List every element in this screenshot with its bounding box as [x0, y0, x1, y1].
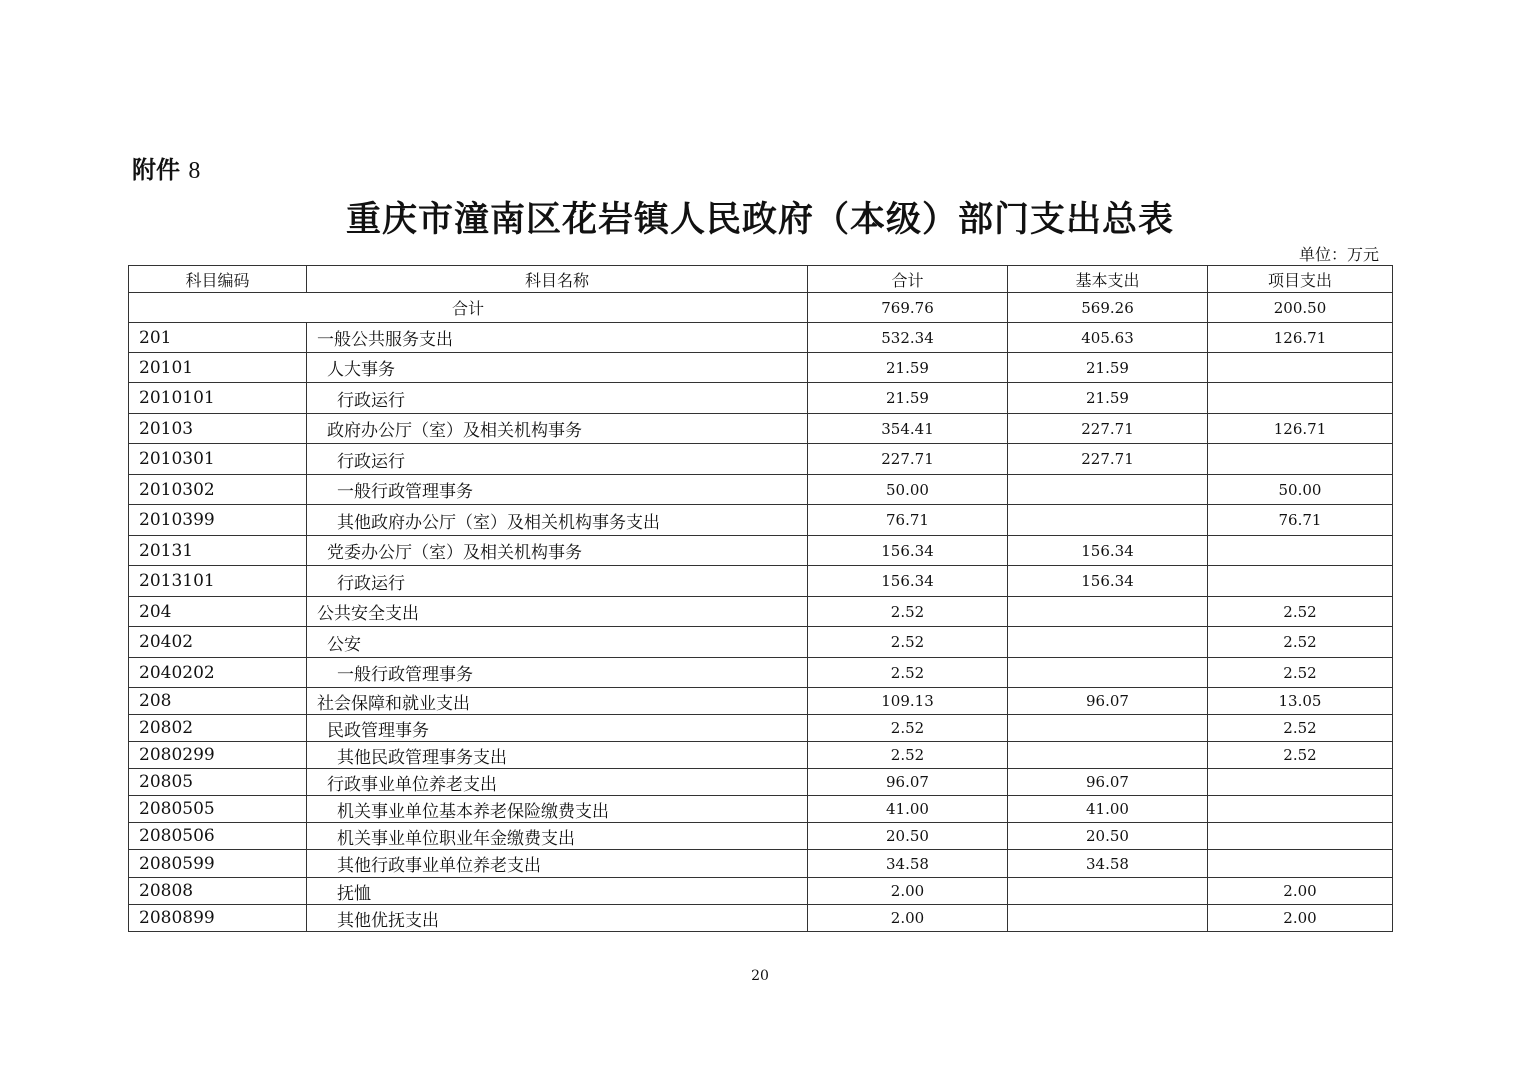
- table-row: [129, 444, 1393, 475]
- row-project: 2.00: [1208, 878, 1393, 905]
- row-name: 机关事业单位职业年金缴费支出: [307, 823, 808, 850]
- row-name: 行政运行: [307, 444, 808, 475]
- row-name: 其他民政管理事务支出: [307, 742, 808, 769]
- row-basic: [1008, 742, 1208, 769]
- row-project: 2.52: [1208, 627, 1393, 658]
- row-project: 126.71: [1208, 323, 1393, 353]
- row-project: 2.00: [1208, 905, 1393, 932]
- row-name: 机关事业单位基本养老保险缴费支出: [307, 796, 808, 823]
- table-row: [129, 658, 1393, 688]
- row-basic: 41.00: [1008, 796, 1208, 823]
- row-code: 2080505: [129, 796, 307, 823]
- row-total: 2.00: [808, 905, 1008, 932]
- row-basic: 20.50: [1008, 823, 1208, 850]
- row-code: 2010302: [129, 475, 307, 505]
- row-code: 2080299: [129, 742, 307, 769]
- row-project: [1208, 353, 1393, 383]
- row-total: 354.41: [808, 414, 1008, 444]
- row-total: 21.59: [808, 383, 1008, 414]
- row-code: 2080599: [129, 850, 307, 878]
- header-code: 科目编码: [129, 266, 307, 293]
- table-row: [129, 383, 1393, 414]
- row-code: 201: [129, 323, 307, 353]
- row-project: [1208, 383, 1393, 414]
- row-code: 20808: [129, 878, 307, 905]
- row-code: 2013101: [129, 566, 307, 597]
- row-project: [1208, 566, 1393, 597]
- row-basic: [1008, 878, 1208, 905]
- total-basic: 569.26: [1008, 293, 1208, 323]
- table-row: [129, 688, 1393, 715]
- row-name: 其他优抚支出: [307, 905, 808, 932]
- row-name: 党委办公厅（室）及相关机构事务: [307, 536, 808, 566]
- page-number: 20: [751, 968, 769, 984]
- row-name: 公安: [307, 627, 808, 658]
- row-total: 2.52: [808, 658, 1008, 688]
- row-project: [1208, 850, 1393, 878]
- row-total: 2.52: [808, 742, 1008, 769]
- row-project: [1208, 823, 1393, 850]
- expenditure-table: [128, 265, 1393, 932]
- row-total: 2.52: [808, 715, 1008, 742]
- row-total: 76.71: [808, 505, 1008, 536]
- row-basic: 227.71: [1008, 444, 1208, 475]
- annex-label: [132, 150, 200, 185]
- row-total: 156.34: [808, 566, 1008, 597]
- table-row: [129, 850, 1393, 878]
- row-code: 2080899: [129, 905, 307, 932]
- table-header-row: [129, 266, 1393, 293]
- row-total: 109.13: [808, 688, 1008, 715]
- total-total: 769.76: [808, 293, 1008, 323]
- row-project: 13.05: [1208, 688, 1393, 715]
- row-code: 20802: [129, 715, 307, 742]
- row-project: [1208, 444, 1393, 475]
- row-project: [1208, 536, 1393, 566]
- row-basic: [1008, 505, 1208, 536]
- row-code: 20103: [129, 414, 307, 444]
- row-basic: 21.59: [1008, 383, 1208, 414]
- row-total: 41.00: [808, 796, 1008, 823]
- row-basic: [1008, 475, 1208, 505]
- row-name: 民政管理事务: [307, 715, 808, 742]
- row-total: 96.07: [808, 769, 1008, 796]
- row-total: 21.59: [808, 353, 1008, 383]
- row-name: 一般行政管理事务: [307, 475, 808, 505]
- row-code: 20402: [129, 627, 307, 658]
- row-name: 行政运行: [307, 383, 808, 414]
- row-name: 行政事业单位养老支出: [307, 769, 808, 796]
- unit-label: 单位：万元: [1298, 245, 1379, 264]
- table-row: [129, 414, 1393, 444]
- row-project: 76.71: [1208, 505, 1393, 536]
- row-basic: 227.71: [1008, 414, 1208, 444]
- row-project: 50.00: [1208, 475, 1393, 505]
- row-basic: 21.59: [1008, 353, 1208, 383]
- row-name: 社会保障和就业支出: [307, 688, 808, 715]
- row-project: 2.52: [1208, 597, 1393, 627]
- header-project: 项目支出: [1208, 266, 1393, 293]
- table-row: [129, 905, 1393, 932]
- row-code: 2040202: [129, 658, 307, 688]
- row-code: 208: [129, 688, 307, 715]
- row-total: 2.52: [808, 627, 1008, 658]
- row-basic: [1008, 658, 1208, 688]
- row-total: 34.58: [808, 850, 1008, 878]
- row-code: 20805: [129, 769, 307, 796]
- annex-number: 8: [188, 158, 201, 184]
- row-name: 行政运行: [307, 566, 808, 597]
- row-project: 2.52: [1208, 658, 1393, 688]
- total-row: [129, 293, 1393, 323]
- row-code: 20101: [129, 353, 307, 383]
- row-total: 156.34: [808, 536, 1008, 566]
- row-code: 204: [129, 597, 307, 627]
- row-code: 2010399: [129, 505, 307, 536]
- header-total: 合计: [808, 266, 1008, 293]
- table-row: [129, 742, 1393, 769]
- row-code: 2080506: [129, 823, 307, 850]
- annex-text: 附件: [132, 156, 180, 184]
- table-row: [129, 505, 1393, 536]
- table-row: [129, 536, 1393, 566]
- table-row: [129, 715, 1393, 742]
- row-code: 2010301: [129, 444, 307, 475]
- total-project: 200.50: [1208, 293, 1393, 323]
- row-total: 532.34: [808, 323, 1008, 353]
- row-name: 政府办公厅（室）及相关机构事务: [307, 414, 808, 444]
- row-code: 20131: [129, 536, 307, 566]
- table-row: [129, 597, 1393, 627]
- row-total: 2.52: [808, 597, 1008, 627]
- row-name: 人大事务: [307, 353, 808, 383]
- table-row: [129, 823, 1393, 850]
- row-basic: [1008, 597, 1208, 627]
- row-basic: 96.07: [1008, 688, 1208, 715]
- row-name: 抚恤: [307, 878, 808, 905]
- row-project: [1208, 796, 1393, 823]
- row-basic: 156.34: [1008, 536, 1208, 566]
- header-name: 科目名称: [307, 266, 808, 293]
- table-body: [129, 293, 1393, 932]
- header-basic: 基本支出: [1008, 266, 1208, 293]
- table-row: [129, 878, 1393, 905]
- row-basic: 156.34: [1008, 566, 1208, 597]
- row-total: 227.71: [808, 444, 1008, 475]
- row-basic: [1008, 715, 1208, 742]
- table-row: [129, 769, 1393, 796]
- row-name: 一般公共服务支出: [307, 323, 808, 353]
- row-name: 一般行政管理事务: [307, 658, 808, 688]
- page-title: 重庆市潼南区花岩镇人民政府（本级）部门支出总表: [345, 200, 1174, 240]
- table-row: [129, 566, 1393, 597]
- row-project: 2.52: [1208, 715, 1393, 742]
- row-total: 2.00: [808, 878, 1008, 905]
- table-row: [129, 353, 1393, 383]
- row-total: 50.00: [808, 475, 1008, 505]
- row-basic: 34.58: [1008, 850, 1208, 878]
- table-row: [129, 796, 1393, 823]
- row-basic: 96.07: [1008, 769, 1208, 796]
- row-code: 2010101: [129, 383, 307, 414]
- row-name: 其他政府办公厅（室）及相关机构事务支出: [307, 505, 808, 536]
- table-row: [129, 627, 1393, 658]
- row-name: 公共安全支出: [307, 597, 808, 627]
- row-project: [1208, 769, 1393, 796]
- table-row: [129, 475, 1393, 505]
- row-basic: [1008, 627, 1208, 658]
- total-label: 合计: [129, 293, 808, 323]
- row-basic: [1008, 905, 1208, 932]
- table-row: [129, 323, 1393, 353]
- row-name: 其他行政事业单位养老支出: [307, 850, 808, 878]
- row-project: 2.52: [1208, 742, 1393, 769]
- row-project: 126.71: [1208, 414, 1393, 444]
- row-basic: 405.63: [1008, 323, 1208, 353]
- row-total: 20.50: [808, 823, 1008, 850]
